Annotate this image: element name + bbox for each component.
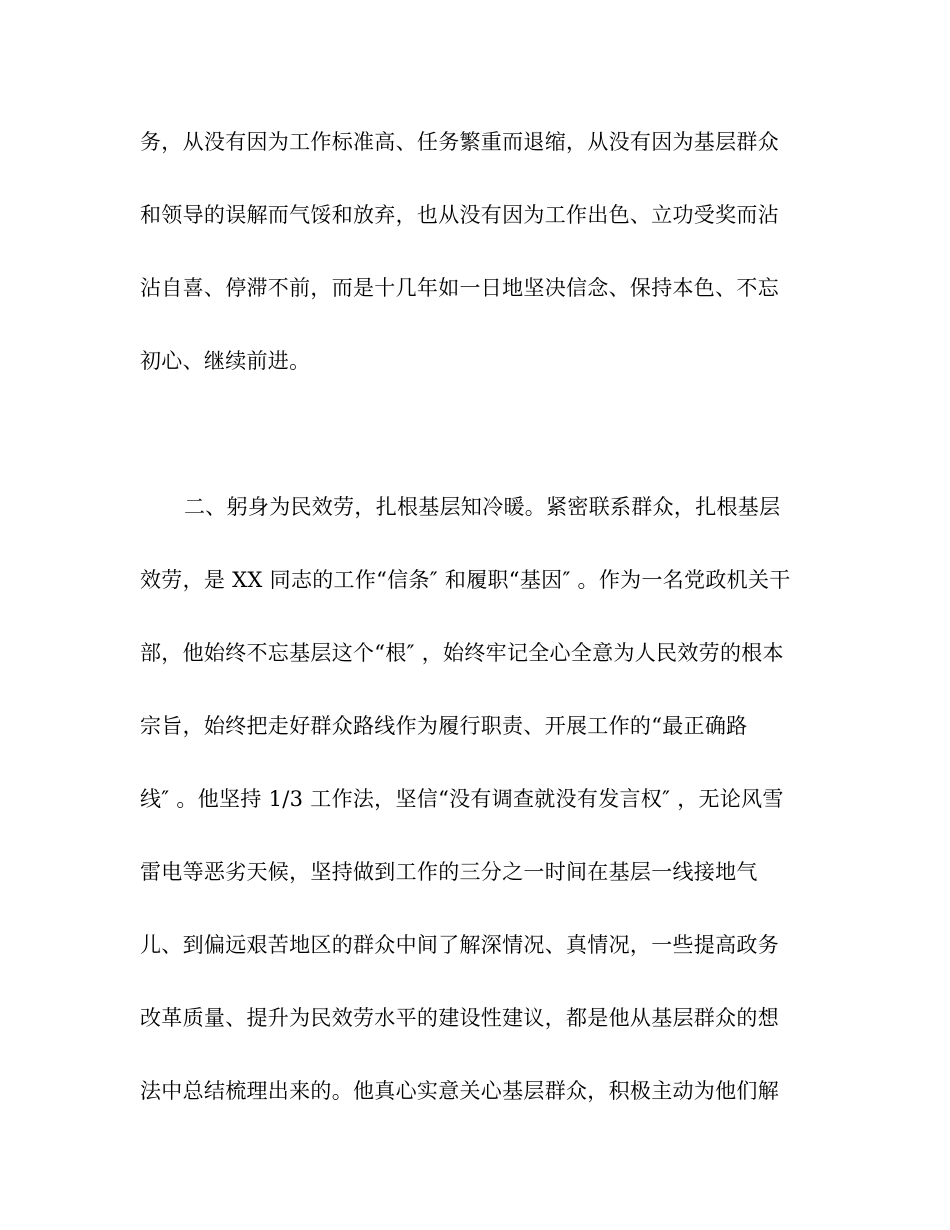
paragraph-1-line-4: 初心、继续前进。	[140, 349, 311, 373]
paragraph-2-line-1: 二、躬身为民效劳，扎根基层知冷暖。紧密联系群众，扎根基层	[184, 495, 781, 519]
paragraph-2-line-2: 效劳，是 XX 同志的工作“信条″ 和履职“基因″ 。作为一名党政机关干	[140, 568, 791, 592]
paragraph-1-line-3: 沾自喜、停滞不前，而是十几年如一日地坚决信念、保持本色、不忘	[140, 276, 779, 300]
paragraph-2-line-8: 改革质量、提升为民效劳水平的建设性建议，都是他从基层群众的想	[140, 1006, 779, 1030]
paragraph-2-line-5: 线″ 。他坚持 1/3 工作法，坚信“没有调查就没有发言权″ ，无论风雪	[140, 787, 784, 811]
paragraph-2-line-6: 雷电等恶劣天候，坚持做到工作的三分之一时间在基层一线接地气	[140, 860, 758, 884]
paragraph-2-line-4: 宗旨，始终把走好群众路线作为履行职责、开展工作的“最正确路	[140, 714, 748, 738]
paragraph-1-line-2: 和领导的误解而气馁和放弃，也从没有因为工作出色、立功受奖而沾	[140, 203, 779, 227]
paragraph-2-line-3: 部，他始终不忘基层这个“根″ ，始终牢记全心全意为人民效劳的根本	[140, 641, 784, 665]
paragraph-2-line-7: 儿、到偏远艰苦地区的群众中间了解深情况、真情况，一些提高政务	[140, 933, 779, 957]
paragraph-1-line-1: 务，从没有因为工作标准高、任务繁重而退缩，从没有因为基层群众	[140, 130, 779, 154]
paragraph-2-line-9: 法中总结梳理出来的。他真心实意关心基层群众，积极主动为他们解	[140, 1079, 779, 1103]
